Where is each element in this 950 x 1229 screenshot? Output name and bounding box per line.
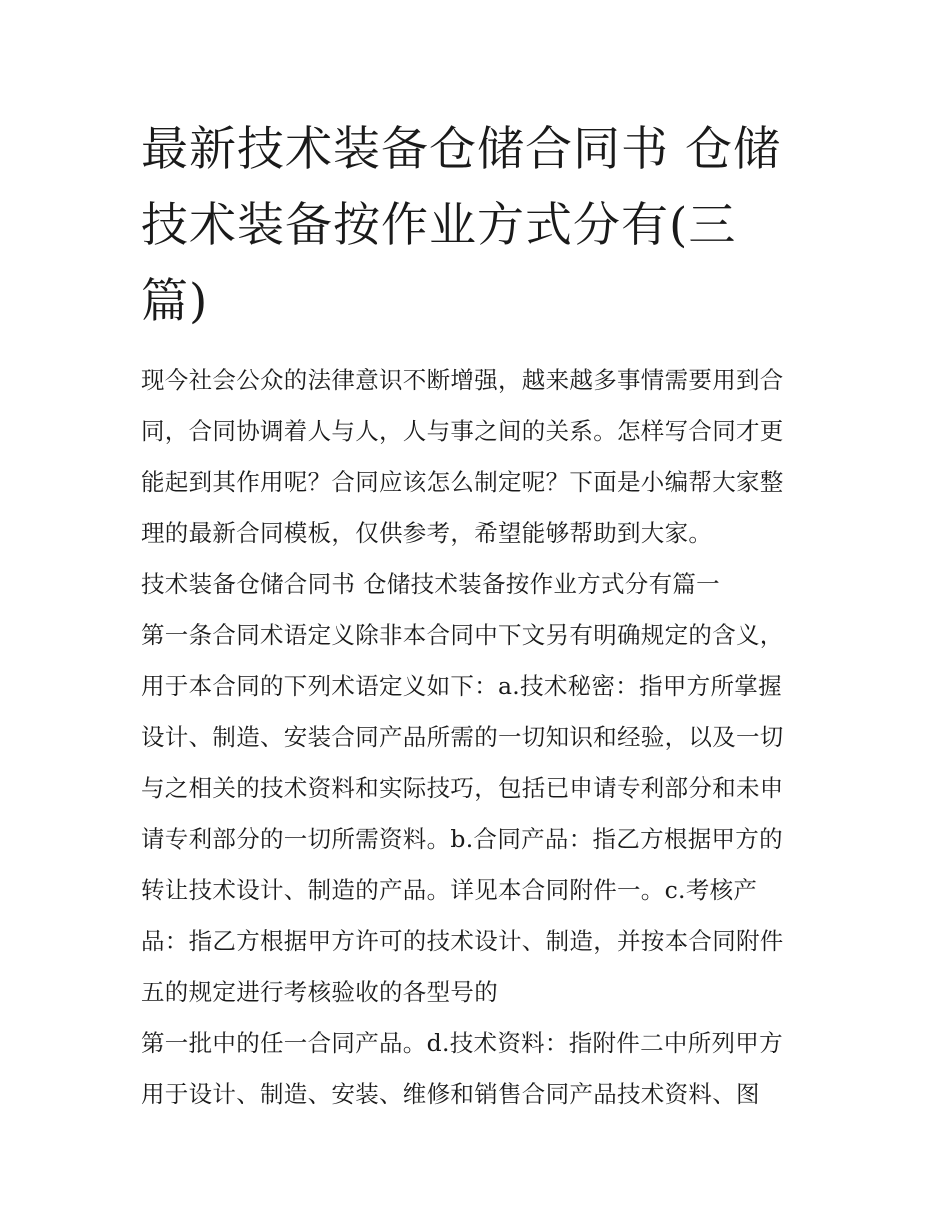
title-line: 篇) <box>141 274 209 329</box>
title-line: 技术装备按作业方式分有(三 <box>141 198 737 253</box>
body-paragraph-line: 五的规定进行考核验收的各型号的 <box>141 978 498 1006</box>
body-paragraph-line: 用于设计、制造、安装、维修和销售合同产品技术资料、图 <box>141 1080 760 1108</box>
body-paragraph-line: 转让技术设计、制造的产品。详见本合同附件一。c.考核产 <box>141 876 758 904</box>
intro-paragraph-line: 能起到其作用呢？合同应该怎么制定呢？下面是小编帮大家整 <box>141 468 784 496</box>
intro-paragraph-line: 同，合同协调着人与人，人与事之间的关系。怎样写合同才更 <box>141 417 784 445</box>
body-paragraph-line: 与之相关的技术资料和实际技巧，包括已申请专利部分和未申 <box>141 774 784 802</box>
body-paragraph-line: 用于本合同的下列术语定义如下：a.技术秘密：指甲方所掌握 <box>141 672 782 700</box>
body-paragraph-line: 设计、制造、安装合同产品所需的一切知识和经验，以及一切 <box>141 723 784 751</box>
body-paragraph-line: 品：指乙方根据甲方许可的技术设计、制造，并按本合同附件 <box>141 927 784 955</box>
body-paragraph-line: 第一条合同术语定义除非本合同中下文另有明确规定的含义， <box>141 621 784 649</box>
intro-paragraph-line: 理的最新合同模板，仅供参考，希望能够帮助到大家。 <box>141 519 713 547</box>
section-heading: 技术装备仓储合同书 仓储技术装备按作业方式分有篇一 <box>141 570 720 598</box>
document-body <box>141 355 841 1120</box>
body-paragraph-line: 请专利部分的一切所需资料。b.合同产品：指乙方根据甲方的 <box>141 825 783 853</box>
title-line: 最新技术装备仓储合同书 仓储 <box>141 122 781 177</box>
intro-paragraph-line: 现今社会公众的法律意识不断增强，越来越多事情需要用到合 <box>141 366 784 394</box>
body-paragraph-line: 第一批中的任一合同产品。d.技术资料：指附件二中所列甲方 <box>141 1029 783 1057</box>
document-title <box>141 112 821 340</box>
